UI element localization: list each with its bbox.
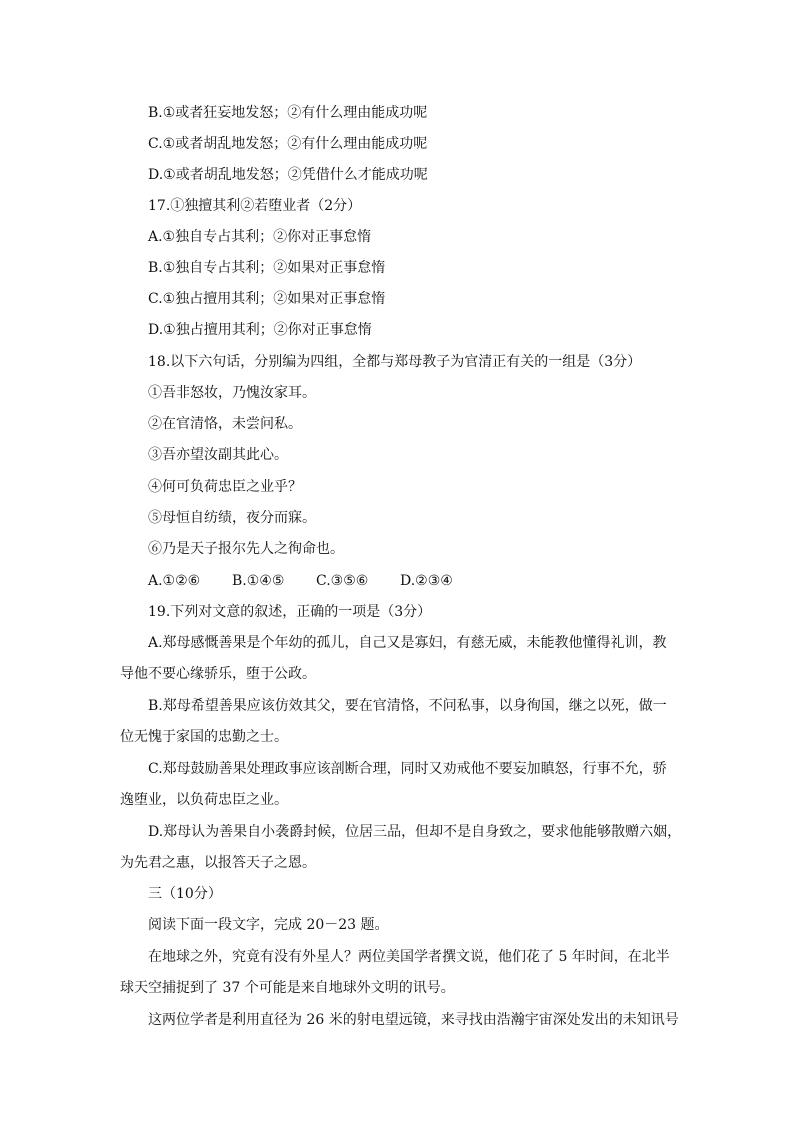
q18-sentence-1: ①吾非怒妆，乃愧汝家耳。 <box>148 385 316 401</box>
q18-sentence-4: ④何可负荷忠臣之业乎？ <box>148 479 302 495</box>
q18-sentence-6: ⑥乃是天子报尔先人之徇命也。 <box>148 541 344 557</box>
q19-option-c-line1: C.郑母鼓励善果处理政事应该剖断合理，同时又劝戒他不要妄加瞋怒，行事不允，骄 <box>148 761 667 777</box>
q19-option-d-line2: 为先君之惠，以报答天子之恩。 <box>120 855 316 871</box>
q19-option-a-line1: A.郑母感慨善果是个年幼的孤儿，自己又是寡妇，有慈无威，未能教他懂得礼训，教 <box>148 635 667 651</box>
q17-stem: 17.①独擅其利②若堕业者（2分） <box>148 198 362 214</box>
q18-option-d: D.②③④ <box>400 573 453 589</box>
q19-option-b-line2: 位无愧于家国的忠勤之士。 <box>120 729 288 745</box>
q18-option-c: C.③⑤⑥ <box>316 573 369 589</box>
q16-option-d: D.①或者胡乱地发怒；②凭借什么才能成功呢 <box>148 167 428 183</box>
passage-p1-line1: 在地球之外，究竟有没有外星人？两位美国学者撰文说，他们花了 5 年时间，在北半 <box>148 949 670 965</box>
q19-option-c-line2: 逸堕业，以负荷忠臣之业。 <box>120 792 288 808</box>
q17-option-b: B.①独自专占其利；②如果对正事怠惰 <box>148 260 386 276</box>
passage-p2-line1: 这两位学者是利用直径为 26 米的射电望远镜，来寻找由浩瀚宇宙深处发出的未知讯号 <box>148 1012 679 1028</box>
section-3-heading: 三（10分） <box>148 886 222 902</box>
q19-option-a-line2: 导他不要心缘骄乐，堕于公政。 <box>120 666 316 682</box>
section-3-intro: 阅读下面一段文字，完成 20－23 题。 <box>148 917 389 933</box>
q18-options-row <box>148 572 484 590</box>
q18-sentence-3: ③吾亦望汝副其此心。 <box>148 447 288 463</box>
passage-p1-line2: 球天空捕捉到了 37 个可能是来自地球外文明的讯号。 <box>120 980 455 996</box>
q18-option-b: B.①④⑤ <box>232 573 285 589</box>
q16-option-b: B.①或者狂妄地发怒；②有什么理由能成功呢 <box>148 105 428 121</box>
q19-stem: 19.下列对文意的叙述，正确的一项是（3分） <box>148 604 432 620</box>
q17-option-d: D.①独占擅用其利；②你对正事怠惰 <box>148 322 372 338</box>
q18-sentence-2: ②在官清恪，未尝问私。 <box>148 416 302 432</box>
q17-option-a: A.①独自专占其利；②你对正事怠惰 <box>148 229 372 245</box>
q18-option-a: A.①②⑥ <box>148 573 201 589</box>
q17-option-c: C.①独占擅用其利；②如果对正事怠惰 <box>148 291 386 307</box>
q18-stem: 18.以下六句话，分别编为四组，全都与郑母教子为官清正有关的一组是（3分） <box>148 354 642 370</box>
q16-option-c: C.①或者胡乱地发怒；②有什么理由能成功呢 <box>148 136 428 152</box>
q18-sentence-5: ⑤母恒自纺绩，夜分而寐。 <box>148 510 316 526</box>
q19-option-b-line1: B.郑母希望善果应该仿效其父，要在官清恪，不问私事，以身徇国，继之以死，做一 <box>148 698 667 714</box>
q19-option-d-line1: D.郑母认为善果自小袭爵封候，位居三品，但却不是自身致之，要求他能够散赠六姻， <box>148 824 682 840</box>
